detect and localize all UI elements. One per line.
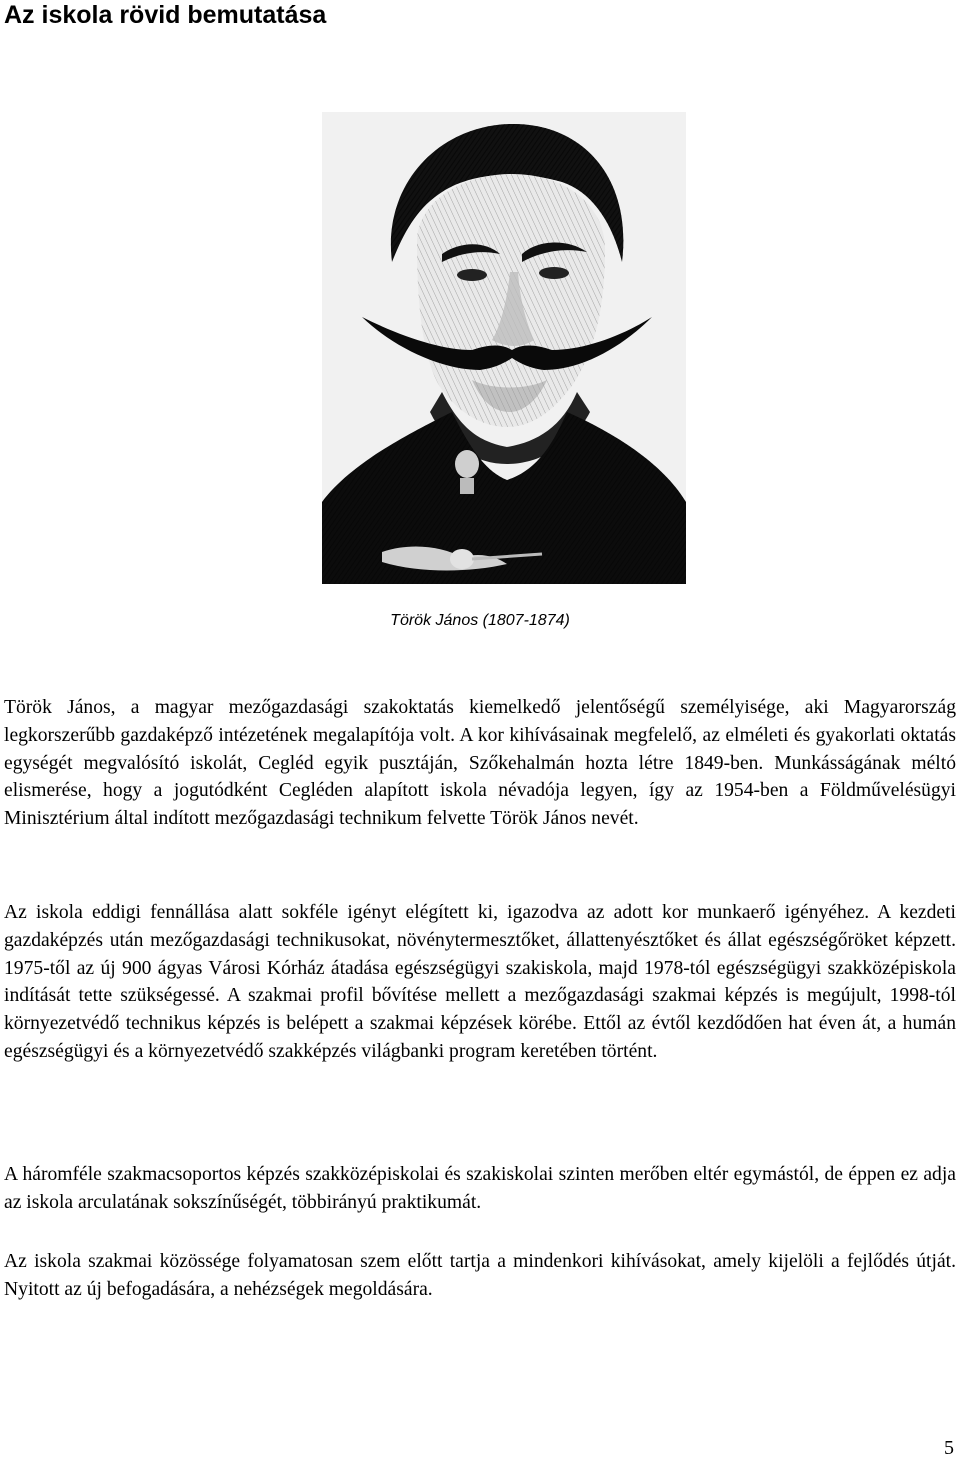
- paragraph-community: Az iskola szakmai közössége folyamatosan szem előtt tartja a mindenkori kihívásokat, amely kijelöli a fejlődés útját. Nyitott az új befogadására, a nehézségek megoldására.: [4, 1251, 956, 1300]
- portrait-image: [322, 112, 686, 584]
- paragraph-intro: Török János, a magyar mezőgazdasági szakoktatás kiemelkedő jelentőségű személyisége, aki Magyarország legkorszerűbb gazdaképző intézetének megalapítója volt. A kor kihívásainak megfelelő, az elméleti és gyakorlati oktatás egységét megvalósító iskolát, Cegléd egyik pusztáján, Szőkehalmán hozta létre 1849-ben. Munkásságának méltó elismerése, hogy a jogutódként Cegléden alapított iskola névadója legyen, így az 1954-ben a Földművelésügyi Minisztérium által indított mezőgazdasági technikum felvette Török János nevét.: [4, 697, 956, 830]
- portrait-caption: Török János (1807-1874): [390, 612, 570, 629]
- paragraph-history: Az iskola eddigi fennállása alatt sokféle igényt elégített ki, igazodva az adott kor munkaerő igényéhez. A kezdeti gazdaképzés után mezőgazdasági technikusokat, növénytermesztőket, állattenyésztőket és állat egészségőröket képzett. 1975-től az új 900 ágyas Városi Kórház átadása egészségügyi szakiskola, majd 1978-tól egészségügyi szakközépiskola indítását tette szükségessé. A szakmai profil bővítése mellett a mezőgazdasági szakmai képzés is megújult, 1998-tól környezetvédő technikus képzés is belépett a szakmai képzések körébe. Ettől az évtől kezdődően hat éven át, a humán egészségügyi és a környezetvédő szakképzés világbanki program keretében történt.: [4, 902, 956, 1062]
- page-number: 5: [944, 1437, 954, 1459]
- paragraph-training-groups: A háromféle szakmacsoportos képzés szakközépiskolai és szakiskolai szinten merőben eltér egymástól, de éppen ez adja az iskola arculatának sokszínűségét, többirányú praktikumát.: [4, 1164, 956, 1213]
- page-title: Az iskola rövid bemutatása: [4, 1, 327, 29]
